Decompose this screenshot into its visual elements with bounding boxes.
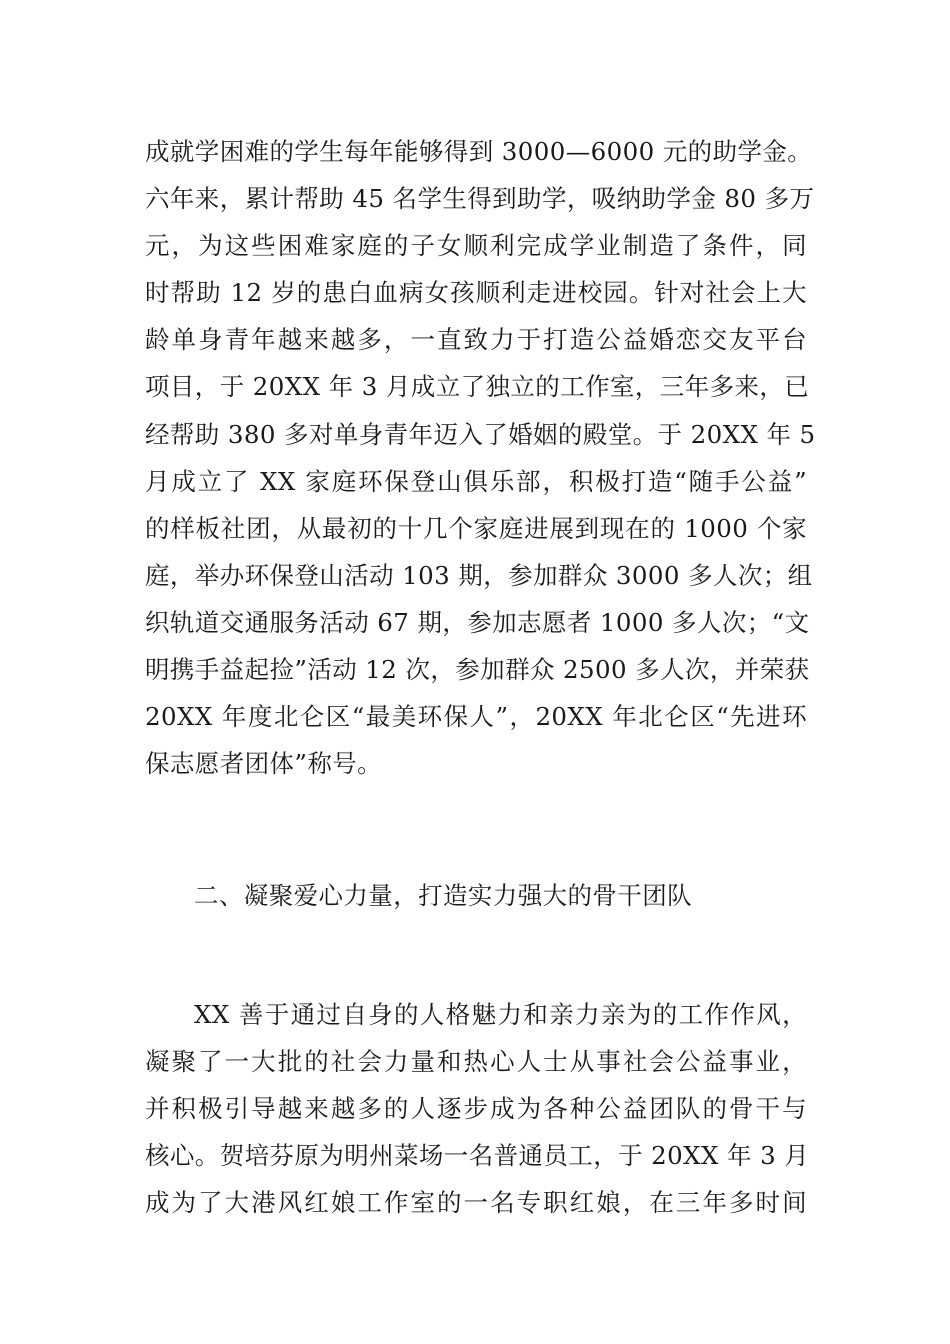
text-line: 龄单身青年越来越多，一直致力于打造公益婚恋交友平台 [145, 325, 807, 354]
text-line: XX 善于通过自身的人格魅力和亲力亲为的工作作风， [194, 1000, 807, 1029]
text-line: 庭，举办环保登山活动 103 期，参加群众 3000 多人次；组 [145, 561, 813, 590]
text-line: 六年来，累计帮助 45 名学生得到助学，吸纳助学金 80 多万 [145, 184, 815, 213]
text-line: 明携手益起捡”活动 12 次，参加群众 2500 多人次，并荣获 [145, 655, 810, 684]
text-line: 时帮助 12 岁的患白血病女孩顺利走进校园。针对社会上大 [145, 278, 807, 307]
text-line: 元，为这些困难家庭的子女顺利完成学业制造了条件，同 [145, 231, 807, 260]
text-line: 织轨道交通服务活动 67 期，参加志愿者 1000 多人次；“文 [145, 608, 810, 637]
text-line: 凝聚了一大批的社会力量和热心人士从事社会公益事业， [145, 1047, 807, 1076]
text-line: 经帮助 380 多对单身青年迈入了婚姻的殿堂。于 20XX 年 5 [145, 420, 816, 449]
text-line: 并积极引导越来越多的人逐步成为各种公益团队的骨干与 [145, 1094, 807, 1123]
text-line: 保志愿者团体”称号。 [145, 749, 383, 778]
text-line: 20XX 年度北仑区“最美环保人”，20XX 年北仑区“先进环 [145, 702, 807, 731]
text-line: 的样板社团，从最初的十几个家庭进展到现在的 1000 个家 [145, 514, 807, 543]
text-line: 项目，于 20XX 年 3 月成立了独立的工作室，三年多来，已 [145, 372, 810, 401]
text-line: 月成立了 XX 家庭环保登山俱乐部，积极打造“随手公益” [145, 467, 807, 496]
text-line: 成为了大港风红娘工作室的一名专职红娘，在三年多时间 [145, 1188, 807, 1217]
text-line: 成就学困难的学生每年能够得到 3000—6000 元的助学金。 [145, 137, 813, 166]
heading-text: 二、凝聚爱心力量，打造实力强大的骨干团队 [194, 881, 692, 910]
text-line: 核心。贺培芬原为明州菜场一名普通员工，于 20XX 年 3 月 [145, 1141, 810, 1170]
